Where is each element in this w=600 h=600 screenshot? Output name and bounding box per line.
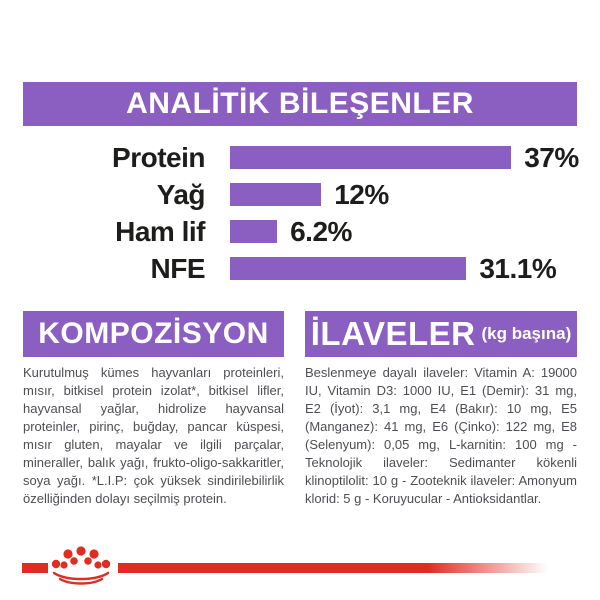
- brand-footer: [0, 540, 600, 600]
- chart-category-label: Yağ: [156, 179, 205, 210]
- additives-title: İLAVELER: [310, 315, 476, 352]
- red-divider-left: [22, 563, 48, 573]
- chart-value-label: 6.2%: [290, 216, 352, 247]
- chart-bar: [230, 183, 321, 206]
- additives-body-text: Beslenmeye dayalı ilaveler: Vitamin A: 19000 IU, Vitamin D3: 1000 IU, E1 (Demir): 31 mg, E2 (İyot): 3,1 mg, E4 (Bakır): 10 mg, E5 (Manganez): 41 mg, E6 (Çinko): 122 mg, E8 (Selenyum): 0,05 mg, L-karnitin: 100 mg - Teknolojik ilaveler: Sedimanter kökenli klinoptilolit: 10 g - Zooteknik ilaveler: Amonyum klorid: 5 g - Koruyucular - Antioksidantlar.: [305, 365, 577, 506]
- chart-value-label: 31.1%: [479, 253, 557, 284]
- chart-row-protein: [0, 142, 600, 173]
- additives-section: [305, 311, 577, 508]
- composition-body-text: Kurutulmuş kümes hayvanları proteinleri, mısır, bitkisel protein izolat*, bitkisel lifler, hayvansal yağlar, hidrolize hayvansal proteinler, pirinç, buğday, pancar küspesi, mısır gluten, mayalar ve ilgili parçalar, mineraller, balık yağı, frukto-oligo-sakkaritler, soya yağı. *L.I.P: çok yüksek sindirilebilirlik özelliğinden dolayı seçilmiş protein.: [23, 365, 284, 506]
- composition-section: [23, 311, 284, 508]
- composition-title: KOMPOZİSYON: [38, 317, 269, 350]
- chart-value-label: 12%: [334, 179, 389, 210]
- royal-canin-crown-icon: [50, 545, 112, 589]
- composition-header: [23, 311, 284, 357]
- chart-bar: [230, 257, 466, 280]
- chart-bar: [230, 146, 511, 169]
- chart-row-crude-fiber: [0, 216, 600, 247]
- additives-title-suffix: (kg başına): [481, 324, 572, 343]
- red-divider-right: [118, 563, 548, 573]
- chart-category-label: NFE: [150, 253, 205, 284]
- chart-row-fat: [0, 179, 600, 210]
- chart-row-nfe: [0, 253, 600, 284]
- chart-category-label: Ham lif: [115, 216, 205, 247]
- chart-value-label: 37%: [524, 142, 579, 173]
- chart-bar: [230, 220, 277, 243]
- additives-header: [305, 311, 577, 357]
- chart-category-label: Protein: [112, 142, 205, 173]
- analytic-components-title: ANALİTİK BİLEŞENLER: [126, 87, 474, 120]
